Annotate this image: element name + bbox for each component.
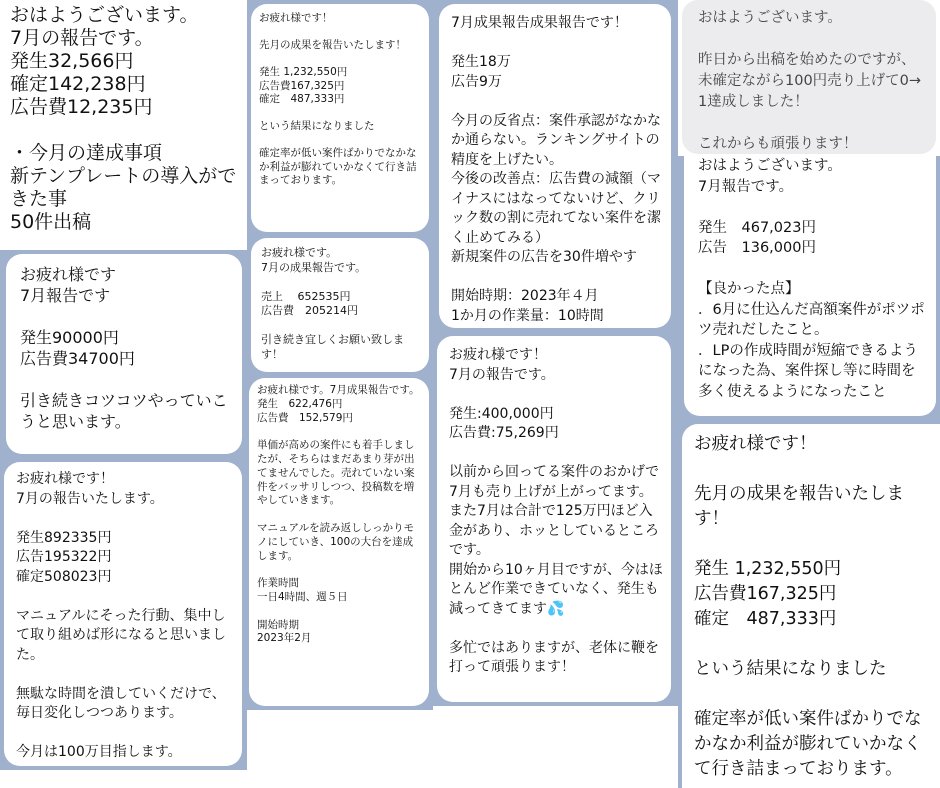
- message-card-6: [247, 376, 433, 710]
- message-bubble-2: お疲れ様です 7月報告です 発生90000円 広告費34700円 引き続きコツコツやっていこうと思います。: [6, 254, 242, 454]
- message-bubble-9: おはようございます。 昨日から出稿を始めたのですが、未確定ながら100円売り上げて0→1達成しました！ これからも頑張ります！: [682, 0, 936, 154]
- message-bubble-3: お疲れ様です！ 7月の報告いたします。 発生892335円 広告195322円 確定508023円 マニュアルにそった行動、集中して取り組めば形になると思いました。 無駄な時間を潰していくだけで、毎日変化しつつあります。 今月は100万目指します。: [4, 462, 242, 766]
- message-bubble-4: お疲れ様です！ 先月の成果を報告いたします！ 発生 1,232,550円 広告費167,325円 確定 487,333円 という結果になりました 確定率が低い案件ばかりでなかなか利益が膨れていかなくて行き詰まっております。: [251, 4, 429, 232]
- message-card-10: [678, 156, 940, 420]
- message-bubble-10: おはようございます。 7月報告です。 発生 467,023円 広告 136,000円 【良かった点】 ．6月に仕込んだ高額案件がポツポツ売れだしたこと。 ．LPの作成時間が短縮できるようになった為、案件探し等に時間を多く使えるようになったこと: [684, 156, 936, 416]
- message-bubble-5: お疲れ様です。 7月の成果報告です。 売上 652535円 広告費 205214円 引き続き宜しくお願い致します！: [251, 238, 429, 372]
- message-card-4: [247, 0, 433, 236]
- message-card-11: [678, 420, 940, 788]
- message-card-9: [678, 0, 940, 156]
- message-card-7: [433, 0, 678, 332]
- message-card-8: [433, 332, 678, 706]
- message-bubble-11: お疲れ様です！ 先月の成果を報告いたします！ 発生 1,232,550円 広告費167,325円 確定 487,333円 という結果になりました 確定率が低い案件ばかりでなかなか利益が膨れていかなくて行き詰まっております。: [682, 424, 940, 788]
- message-card-2: [0, 250, 247, 458]
- message-card-3: [0, 458, 247, 770]
- message-bubble-6: お疲れ様です。7月成果報告です。 発生 622,476円 広告費 152,579円 単価が高めの案件にも着手しましたが、そちらはまだあまり芽が出てませんでした。売れていない案件をバッサリしつつ、投稿数を増やしていきます。 マニュアルを読み返ししっかりモノにしていき、100の大台を達成します。 作業時間 一日4時間、週５日 開始時期 2023年2月: [249, 378, 429, 706]
- message-report-1: おはようございます。 7月の報告です。 発生32,566円 確定142,238円 広告費12,235円 ・今月の達成事項 新テンプレートの導入ができた事 50件出稿: [10, 4, 237, 233]
- message-bubble-7: 7月成果報告成果報告です！ 発生18万 広告9万 今月の反省点：案件承認がなかなか通らない。ランキングサイトの精度を上げたい。 今後の改善点：広告費の減額（マイナスにはなってないけど、クリック数の割に売れてない案件を潔く止めてみる） 新規案件の広告を30件増やす 開始時期：2023年４月 1か月の作業量：10時間: [439, 4, 671, 328]
- message-bubble-8: お疲れ様です！ 7月の報告です。 発生:400,000円 広告費:75,269円 以前から回ってる案件のおかげで7月も売り上げが上がってます。 また7月は合計で125万円ほど入金があり、ホッとしているところです。 開始から10ヶ月目ですが、今はほとんど作業できていなく、発生も減ってきてます💦 多忙ではありますが、老体に鞭を打って頑張ります！: [437, 336, 671, 702]
- message-card-5: [247, 236, 433, 376]
